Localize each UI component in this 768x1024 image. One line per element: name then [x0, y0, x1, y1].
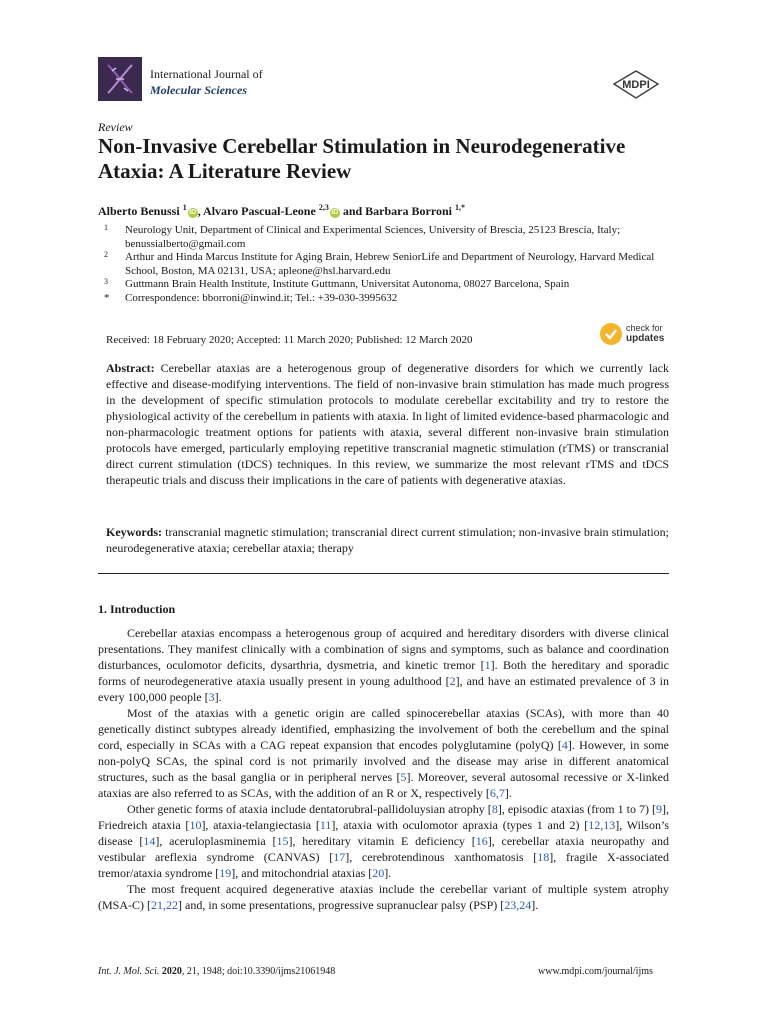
paragraph-text: ], hereditary vitamin E deficiency [ [288, 834, 476, 848]
journal-logo[interactable] [98, 57, 142, 101]
reference-link[interactable]: 23,24 [504, 898, 532, 912]
paragraph-text: ], ataxia-telangiectasia [ [201, 818, 320, 832]
reference-link[interactable]: 14 [143, 834, 156, 848]
article-title: Non-Invasive Cerebellar Stimulation in Neurodegenerative Ataxia: A Literature Review [98, 134, 626, 183]
paragraph-text: ], fragile X-associated tremor/ataxia syndrome [ [98, 850, 669, 880]
check-for-updates-button[interactable] [600, 321, 670, 347]
paragraph-text: ]. Moreover, several autosomal recessive or X-linked ataxias are also referred to as SCAs, with the addition of an R or X, respectively [ [98, 770, 669, 800]
paragraph-text: Other genetic forms of ataxia include dentatorubral-pallidoluysian atrophy [ [127, 802, 492, 816]
abstract-text: Cerebellar ataxias are a heterogenous group of degenerative disorders for which we currently lack effective and disease-modifying interventions. The field of non-invasive brain stimulation has made much progress in the development of specific stimulation protocols to modulate cerebellar excitability and try to restore the physiological activity of the cerebellum in patients with ataxia. In light of limited evidence-based pharmacologic and non-pharmacologic treatment options for patients with ataxia, several different non-invasive brain stimulation protocols have emerged, particularly employing repetitive transcranial magnetic stimulation (rTMS) or transcranial direct current stimulation (tDCS) techniques. In this review, we summarize the most relevant rTMS and tDCS therapeutic trials and discuss their implications in the care of patients with degenerative ataxias. [106, 361, 669, 487]
reference-link[interactable]: 5 [400, 770, 407, 784]
paragraph-text: ]. However, in some non-polyQ SCAs, the spinal cord is not primarily involved and the disease may arise in different anatomical structures, such as the basal ganglia or in peripheral nerves [ [98, 738, 669, 784]
reference-link[interactable]: 20 [372, 866, 385, 880]
reference-link[interactable]: 21,22 [151, 898, 178, 912]
reference-link[interactable]: 2 [449, 674, 456, 688]
affiliations [104, 224, 664, 305]
paragraph-text: ]. [214, 690, 222, 704]
correspondence-text: Correspondence: bborroni@inwind.it; Tel.: +39-030-3995632 [125, 291, 398, 304]
footer-citation [98, 966, 335, 977]
abstract-label: Abstract: [106, 361, 155, 375]
keywords [106, 524, 669, 556]
paragraph-text: ], Friedreich ataxia [ [98, 802, 669, 832]
paragraph-text: ], cerebellar ataxia neuropathy and vestibular areflexia syndrome (CANVAS) [ [98, 834, 669, 864]
check-updates-line2: updates [626, 333, 665, 344]
author-affil-sup: 1,* [454, 203, 465, 212]
paragraph-text: ], and mitochondrial ataxias [ [231, 866, 373, 880]
paragraph-text: Cerebellar ataxias encompass a heterogenous group of acquired and hereditary disorders with diverse clinical presentations. They manifest clinically with a combination of signs and symptoms, such as balance and coordination disturbances, oculomotor deficits, dysarthria, dysmetria, and kinetic tremor [ [98, 626, 669, 672]
body-paragraph [98, 881, 669, 913]
keywords-text: transcranial magnetic stimulation; transcranial direct current stimulation; non-invasive brain stimulation; neurodegenerative ataxia; cerebellar ataxia; therapy [106, 525, 670, 555]
author-affil-sup: 1 [182, 203, 187, 212]
paragraph-text: ]. [384, 866, 392, 880]
footer-journal-abbr: Int. J. Mol. Sci. [98, 966, 160, 977]
affiliation [104, 278, 664, 292]
publisher-name: MDPI [622, 79, 650, 91]
paragraph-text: Most of the ataxias with a genetic origin are called spinocerebellar ataxias (SCAs), with more than 40 genetically distinct subtypes already identified, emphasizing the involvement of both the cerebellum and the spinal cord, especially in SCAs with a CAG repeat expansion that encodes polyglutamine (polyQ) [ [98, 706, 669, 752]
reference-link[interactable]: 18 [537, 850, 550, 864]
reference-link[interactable]: 6,7 [489, 786, 505, 800]
journal-name-line1: International Journal of [150, 67, 263, 81]
affiliation [104, 251, 664, 278]
journal-name [150, 66, 263, 98]
paragraph-text: ], and have an estimated prevalence of 3 in every 100,000 people [ [98, 674, 669, 704]
reference-link[interactable]: 10 [189, 818, 202, 832]
correspondence-marker: * [104, 291, 110, 304]
check-updates-icon [600, 323, 622, 345]
introduction-body [98, 625, 669, 913]
affiliation-number: 1 [104, 223, 108, 232]
paragraph-text: ], aceruloplasminemia [ [155, 834, 277, 848]
paragraph-text: ]. [531, 898, 539, 912]
affiliation-number: 3 [104, 277, 108, 286]
paragraph-text: The most frequent acquired degenerative ataxias include the cerebellar variant of multiple system atrophy (MSA-C) [ [98, 882, 669, 912]
section-divider [98, 573, 669, 574]
body-paragraph [98, 705, 669, 801]
paragraph-text: ], ataxia with oculomotor apraxia (types 1 and 2) [ [331, 818, 589, 832]
abstract [106, 360, 669, 488]
author-affil-sup: 2,3 [318, 203, 329, 212]
check-updates-line1: check for [626, 323, 663, 333]
author-name[interactable]: Alberto Benussi [98, 204, 180, 218]
paragraph-text: ], cerebrotendinous xanthomatosis [ [345, 850, 538, 864]
reference-link[interactable]: 16 [475, 834, 488, 848]
section-heading: 1. Introduction [98, 602, 176, 616]
article-type: Review [98, 120, 133, 134]
paragraph-text: ]. Both the hereditary and sporadic forms of neurodegenerative ataxia usually present in young adulthood [ [98, 658, 669, 688]
reference-link[interactable]: 9 [656, 802, 662, 816]
reference-link[interactable]: 12,13 [588, 818, 616, 832]
correspondence [104, 292, 664, 306]
journal-name-line2: Molecular Sciences [150, 83, 247, 97]
affiliation-number: 2 [104, 250, 108, 259]
reference-link[interactable]: 17 [333, 850, 346, 864]
footer-volume-doi: , 21, 1948; doi:10.3390/ijms21061948 [181, 966, 336, 977]
author-separator: , [197, 204, 204, 218]
body-paragraph [98, 801, 669, 881]
affiliation [104, 224, 664, 251]
reference-link[interactable]: 4 [561, 738, 568, 752]
reference-link[interactable]: 1 [484, 658, 491, 672]
affiliation-text: Guttmann Brain Health Institute, Institute Guttmann, Universitat Autonoma, 08027 Barcelona, Spain [125, 278, 570, 290]
orcid-icon[interactable]: iD [189, 209, 197, 216]
body-paragraph [98, 625, 669, 705]
author-and: and [339, 204, 366, 218]
keywords-label: Keywords: [106, 525, 162, 539]
reference-link[interactable]: 11 [319, 818, 332, 832]
affiliation-text: Arthur and Hinda Marcus Institute for Aging Brain, Hebrew SeniorLife and Department of Neurology, Harvard Medical School, Boston, MA 02131, USA; apleone@hsl.harvard.edu [125, 251, 655, 277]
mdpi-logo[interactable] [612, 70, 660, 100]
paragraph-text: ] and, in some presentations, progressive supranuclear palsy (PSP) [ [178, 898, 505, 912]
affiliation-text: Neurology Unit, Department of Clinical and Experimental Sciences, University of Brescia, 25123 Brescia, Italy; benussialberto@gmail.com [125, 224, 621, 250]
author-name[interactable]: Alvaro Pascual-Leone [203, 204, 316, 218]
reference-link[interactable]: 3 [208, 690, 215, 704]
reference-link[interactable]: 8 [491, 802, 498, 816]
author-list [98, 203, 465, 219]
reference-link[interactable]: 19 [219, 866, 232, 880]
paragraph-text: ]. [504, 786, 512, 800]
article-dates: Received: 18 February 2020; Accepted: 11 March 2020; Published: 12 March 2020 [106, 334, 473, 346]
footer-year: 2020 [161, 966, 182, 977]
paragraph-text: ], episodic ataxias (from 1 to 7) [ [497, 802, 656, 816]
orcid-icon[interactable]: iD [331, 209, 339, 216]
paragraph-text: ], Wilson’s disease [ [98, 818, 669, 848]
footer-url[interactable]: www.mdpi.com/journal/ijms [538, 966, 653, 977]
author-name[interactable]: Barbara Borroni [365, 204, 452, 218]
reference-link[interactable]: 15 [276, 834, 289, 848]
